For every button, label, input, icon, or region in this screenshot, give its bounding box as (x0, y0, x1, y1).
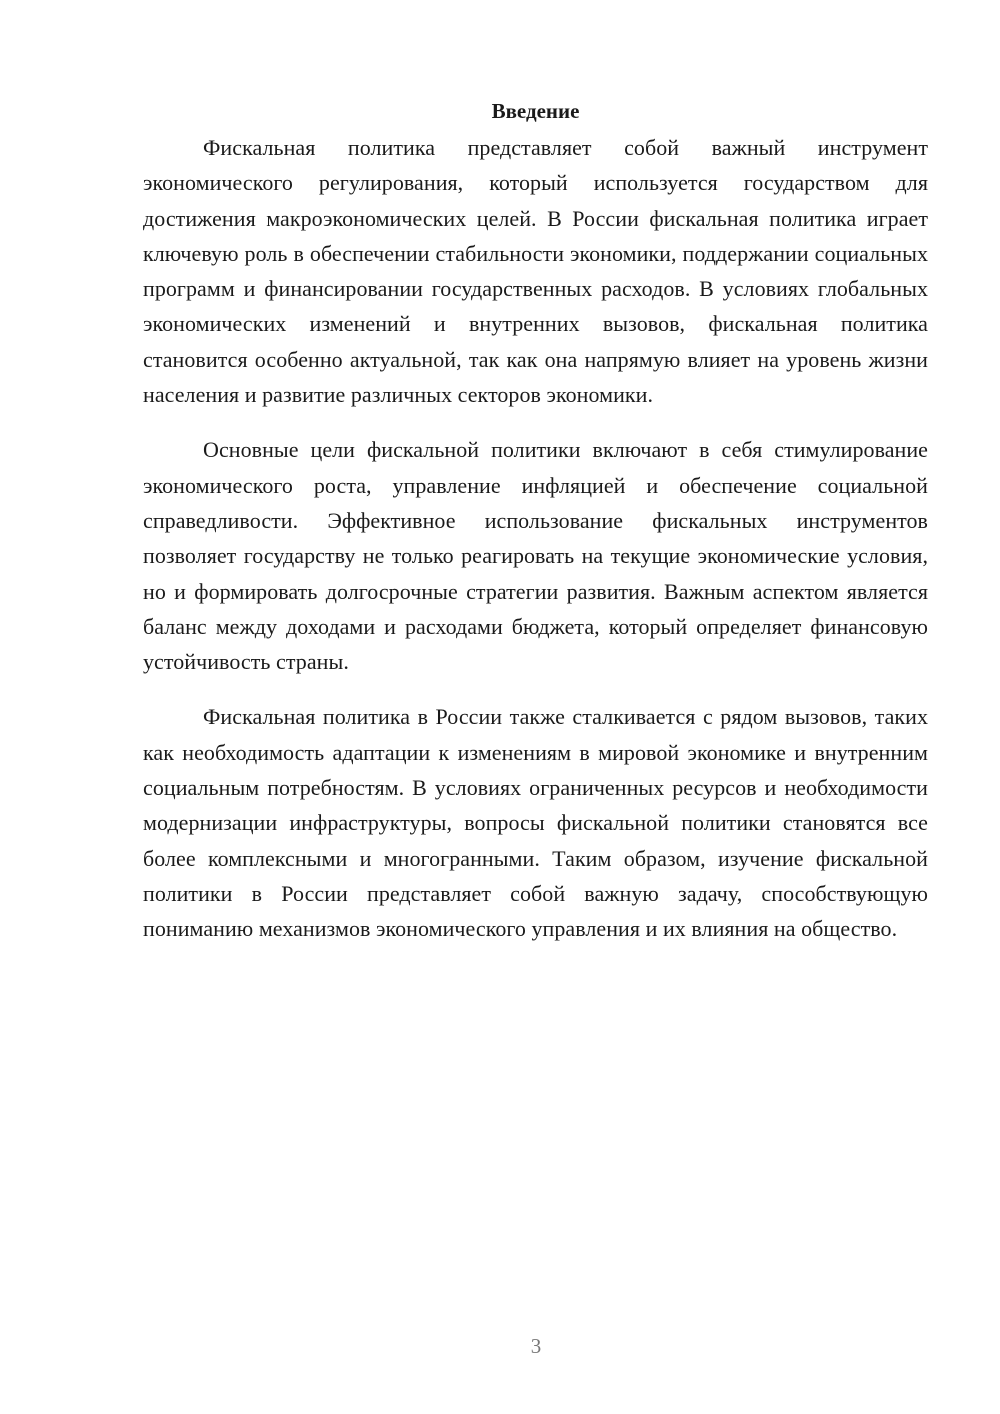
body-paragraph-2: Основные цели фискальной политики включают в себя стимулирование экономического роста, управление инфляцией и обеспечение социальной справедливости. Эффективное использование фискальных инструментов позволяет государству не только реагировать на текущие экономические условия, но и формировать долгосрочные стратегии развития. Важным аспектом является баланс между доходами и расходами бюджета, который определяет финансовую устойчивость страны. (143, 437, 928, 675)
page-number: 3 (530, 1334, 542, 1358)
body-paragraph-3: Фискальная политика в России также сталкивается с рядом вызовов, таких как необходимость адаптации к изменениям в мировой экономике и внутренним социальным потребностям. В условиях ограниченных ресурсов и необходимости модернизации инфраструктуры, вопросы фискальной политики становятся все более комплексными и многогранными. Таким образом, изучение фискальной политики в России представляет собой важную задачу, способствующую пониманию механизмов экономического управления и их влияния на общество. (143, 704, 928, 942)
page-content (143, 96, 928, 967)
section-heading: Введение (491, 99, 580, 123)
body-paragraph-1: Фискальная политика представляет собой важный инструмент экономического регулирования, который используется государством для достижения макроэкономических целей. В России фискальная политика играет ключевую роль в обеспечении стабильности экономики, поддержании социальных программ и финансировании государственных расходов. В условиях глобальных экономических изменений и внутренних вызовов, фискальная политика становится особенно актуальной, так как она напрямую влияет на уровень жизни населения и развитие различных секторов экономики. (143, 135, 928, 408)
